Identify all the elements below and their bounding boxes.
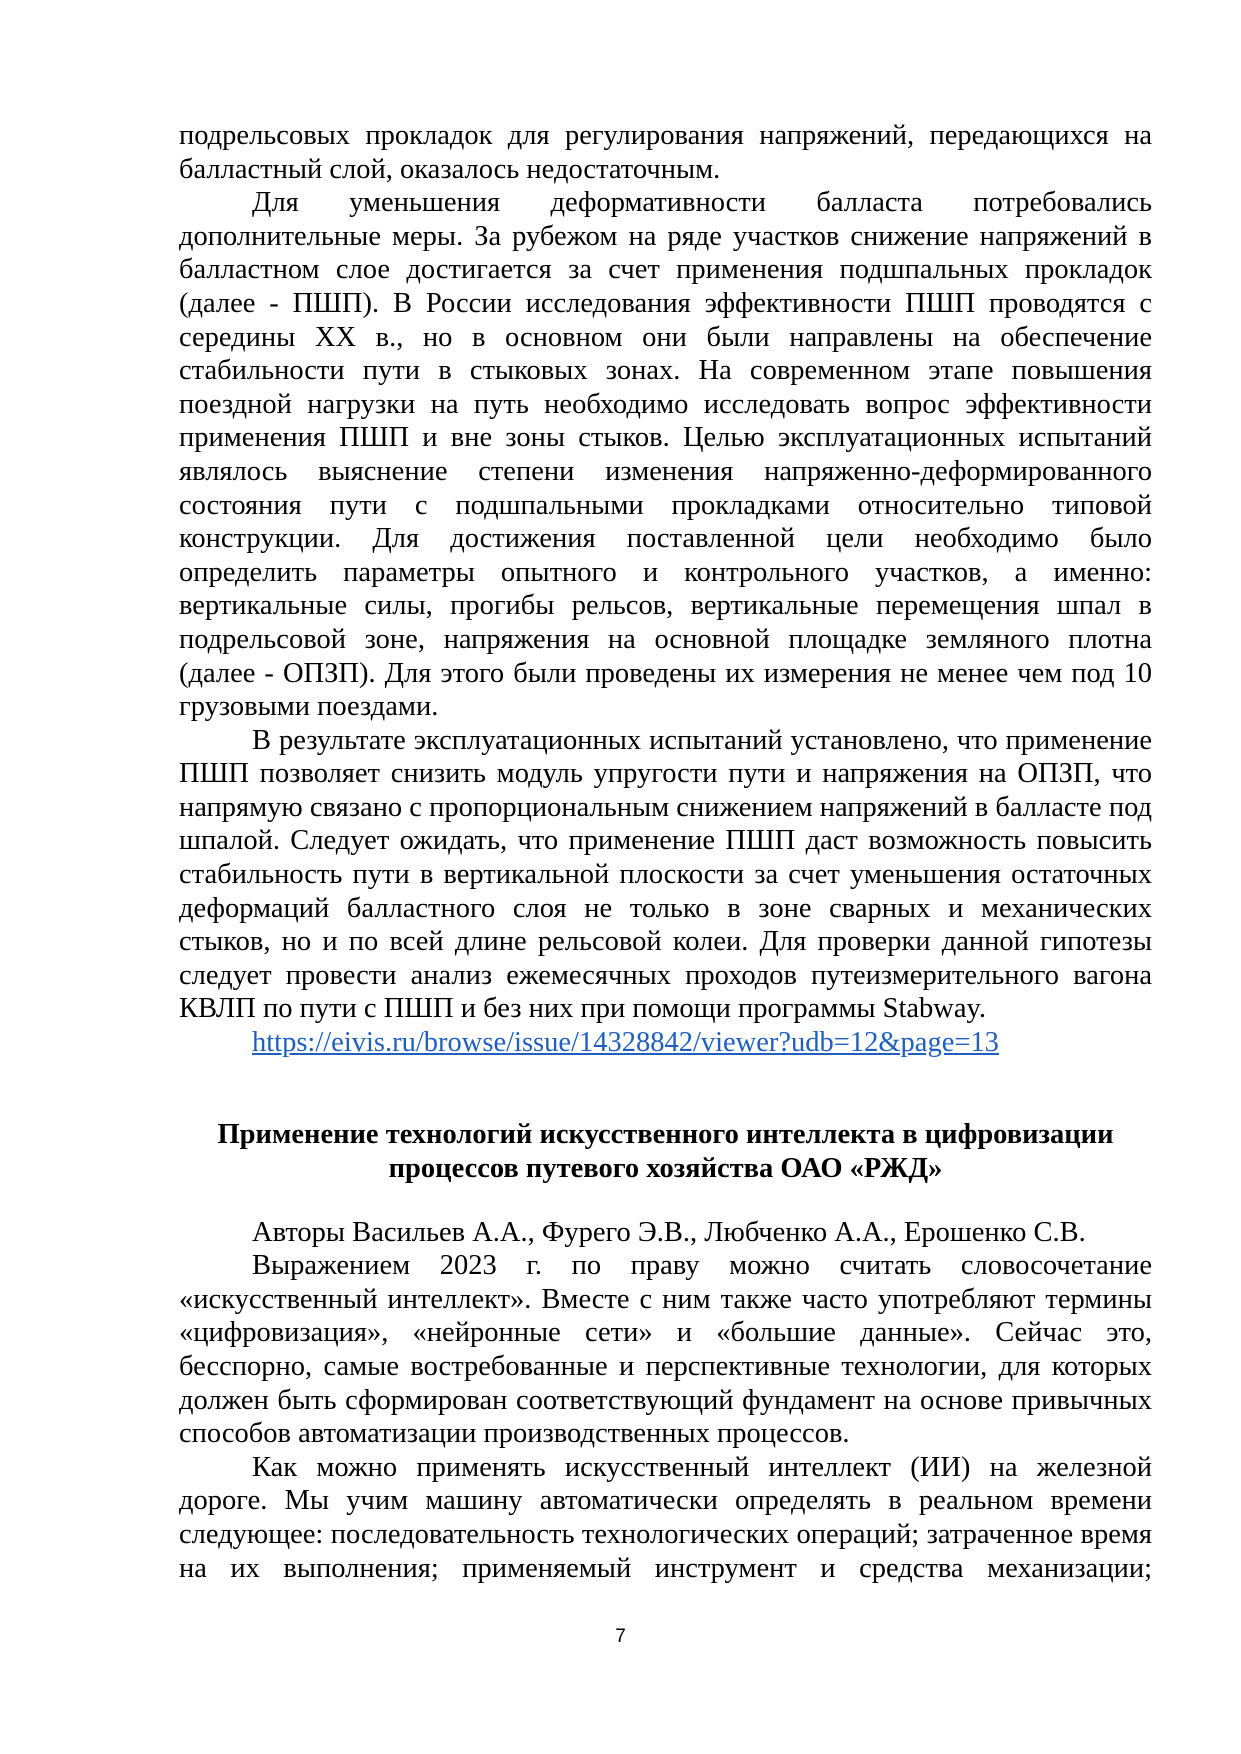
paragraph-continuation: подрельсовых прокладок для регулирования напряжений, передающихся на балластный слой, оказалось недостаточным. (179, 120, 1152, 185)
paragraph-results: В результате эксплуатационных испытаний установлено, что применение ПШП позволяет снизить модуль упругости пути и напряжения на ОПЗП, что напрямую связано с пропорциональным снижением напряжений в балласте под шпалой. Следует ожидать, что применение ПШП даст возможность повысить стабильность пути в вертикальной плоскости за счет уменьшения остаточных деформаций балластного слоя не только в зоне сварных и механических стыков, но и по всей длине рельсовой колеи. Для проверки данной гипотезы следует провести анализ ежемесячных проходов путеизмерительного вагона КВЛП по пути с ПШП и без них при помощи программы Stabway. (179, 724, 1152, 1025)
article-authors: Авторы Васильев А.А., Фурего Э.В., Любченко А.А., Ерошенко С.В. (252, 1216, 1086, 1248)
page-number: 7 (615, 1626, 626, 1647)
paragraph-underlay-pads: Для уменьшения деформативности балласта потребовались дополнительные меры. За рубежом на ряде участков снижение напряжений в балластном слое достигается за счет применения подшпальных прокладок (далее - ПШП). В России исследования эффективности ПШП проводятся с середины XX в., но в основном они были направлены на обеспечение стабильности пути в стыковых зонах. На современном этапе повышения поездной нагрузки на путь необходимо исследовать вопрос эффективности применения ПШП и вне зоны стыков. Целью эксплуатационных испытаний являлось выяснение степени изменения напряженно-деформированного состояния пути с подшпальными прокладками относительно типовой конструкции. Для достижения поставленной цели необходимо было определить параметры опытного и контрольного участков, а именно: вертикальные силы, прогибы рельсов, вертикальные перемещения шпал в подрельсовой зоне, напряжения на основной площадке земляного плотна (далее - ОПЗП). Для этого были проведены их измерения не менее чем под 10 грузовыми поездами. (179, 187, 1152, 723)
document-page (179, 119, 1152, 1585)
article-title-line-2: процессов путевого хозяйства ОАО «РЖД» (388, 1152, 943, 1184)
article-title-line-1: Применение технологий искусственного интеллекта в цифровизации (217, 1118, 1114, 1150)
source-link[interactable]: https://eivis.ru/browse/issue/14328842/viewer?udb=12&page=13 (252, 1027, 999, 1059)
article-paragraph: Выражением 2023 г. по праву можно считать словосочетание «искусственный интеллект». Вместе с ним также часто употребляют термины «цифровизация», «нейронные сети» и «большие данные». Сейчас это, бесспорно, самые востребованные и перспективные технологии, для которых должен быть сформирован соответствующий фундамент на основе привычных способов автоматизации производственных процессов. (179, 1250, 1152, 1450)
article-paragraph: Как можно применять искусственный интеллект (ИИ) на железной дороге. Мы учим машину автоматически определять в реальном времени следующее: последовательность технологических операций; затраченное время на их выполнения; применяемый инструмент и средства механизации; (179, 1451, 1152, 1584)
article-title (179, 1118, 1152, 1186)
